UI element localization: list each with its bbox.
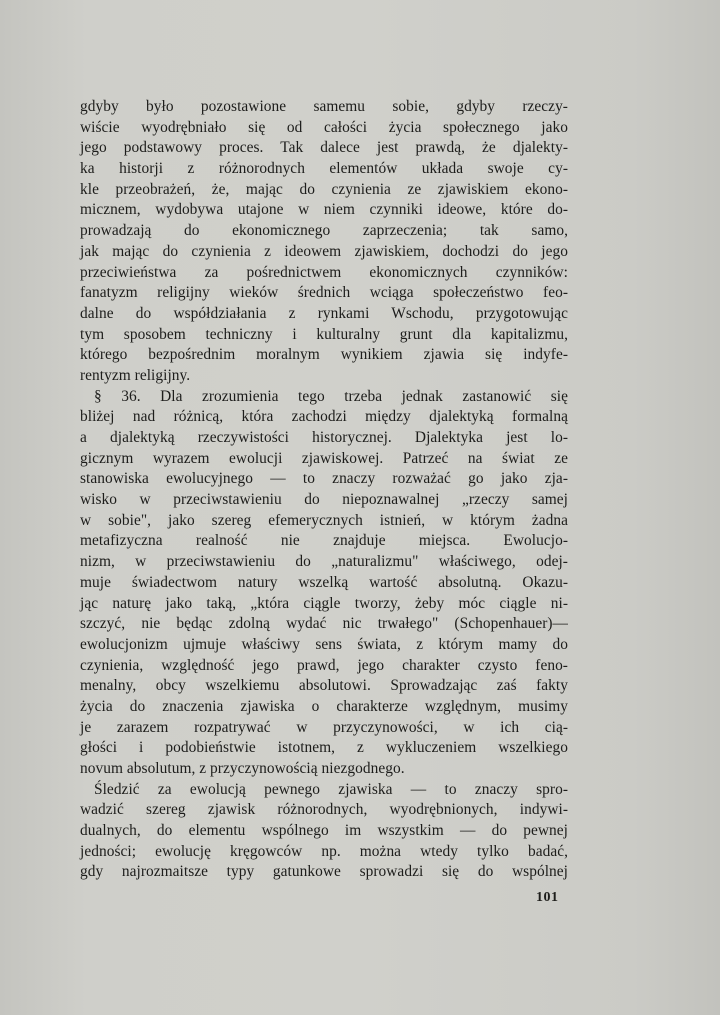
text-line: muje świadectwom natury wszelką wartość absolutną. Okazu- [80, 573, 568, 591]
text-line: życia do znaczenia zjawiska o charakterze względnym, musimy [80, 697, 568, 715]
text-line: metafizyczna realność nie znajduje miejsca. Ewolucjo- [80, 532, 568, 550]
text-line: fanatyzm religijny wieków średnich wciąga społeczeństwo feo- [80, 284, 568, 302]
text-line: jedności; ewolucję kręgowców np. można wtedy tylko badać, [80, 842, 568, 860]
text-line: czynienia, względność jego prawd, jego charakter czysto feno- [80, 656, 568, 674]
text-line: jego podstawowy proces. Tak dalece jest prawdą, że djalekty- [80, 139, 568, 157]
text-line: dalne do współdziałania z rynkami Wschodu, przygotowując [80, 304, 568, 322]
body-text [80, 97, 568, 883]
text-line: szczyć, nie będąc zdolną wydać nic trwałego" (Schopenhauer)— [80, 615, 568, 633]
text-line: w sobie", jako szereg efemerycznych istnień, w którym żadna [80, 511, 568, 529]
text-line: prowadzają do ekonomicznego zaprzeczenia; tak samo, [80, 222, 568, 240]
text-line: menalny, obcy wszelkiemu absolutowi. Sprowadzając zaś fakty [80, 677, 568, 695]
text-line: je zarazem rozpatrywać w przyczynowości, w ich cią- [80, 718, 568, 736]
paragraph-start-line: Śledzić za ewolucją pewnego zjawiska — to znaczy spro- [94, 780, 568, 798]
text-line: kle przeobrażeń, że, mając do czynienia ze zjawiskiem ekono- [80, 180, 568, 198]
text-line: jąc naturę jako taką, „która ciągle tworzy, żeby móc ciągle ni- [80, 594, 568, 612]
text-line: dualnych, do elementu wspólnego im wszystkim — do pewnej [80, 822, 568, 840]
paragraph-end-line: novum absolutum, z przyczynowością niezgodnego. [80, 760, 405, 777]
page-number: 101 [536, 890, 559, 905]
text-line: wiście wyodrębniało się od całości życia społecznego jako [80, 118, 568, 136]
text-line: jak mając do czynienia z ideowem zjawiskiem, dochodzi do jego [80, 242, 568, 260]
text-line: przeciwieństwa za pośrednictwem ekonomicznych czynników: [80, 263, 568, 281]
text-line: a djalektyką rzeczywistości historycznej. Djalektyka jest lo- [80, 429, 568, 446]
text-line: bliżej nad różnicą, która zachodzi między djalektyką formalną [80, 408, 568, 426]
text-line: wisko w przeciwstawieniu do niepoznawalnej „rzeczy samej [80, 491, 568, 509]
text-line: micznem, wydobywa utajone w niem czynniki ideowe, które do- [80, 201, 568, 219]
text-line: stanowiska ewolucyjnego — to znaczy rozważać go jako zja- [80, 470, 568, 488]
text-line: którego bezpośrednim moralnym wynikiem zjawia się indyfe- [80, 346, 568, 364]
section-heading-line: § 36. Dla zrozumienia tego trzeba jednak zastanowić się [94, 387, 568, 405]
text-line: wadzić szereg zjawisk różnorodnych, wyodrębnionych, indywi- [80, 801, 568, 819]
text-line: nizm, w przeciwstawieniu do „naturalizmu" właściwego, odej- [80, 553, 568, 571]
text-line: ka historji z różnorodnych elementów układa swoje cy- [80, 160, 568, 178]
paragraph-end-line: rentyzm religijny. [80, 366, 191, 384]
text-line: gdyby było pozostawione samemu sobie, gdyby rzeczy- [80, 98, 568, 115]
text-line: gdy najrozmaitsze typy gatunkowe sprowadzi się do wspólnej [80, 863, 568, 881]
text-line: gicznym wyrazem ewolucji zjawiskowej. Patrzeć na świat ze [80, 449, 568, 467]
text-line: głości i podobieństwie istotnem, z wykluczeniem wszelkiego [80, 739, 568, 757]
text-line: tym sposobem techniczny i kulturalny grunt dla kapitalizmu, [80, 325, 568, 343]
text-line: ewolucjonizm ujmuje właściwy sens świata, z którym mamy do [80, 635, 568, 653]
